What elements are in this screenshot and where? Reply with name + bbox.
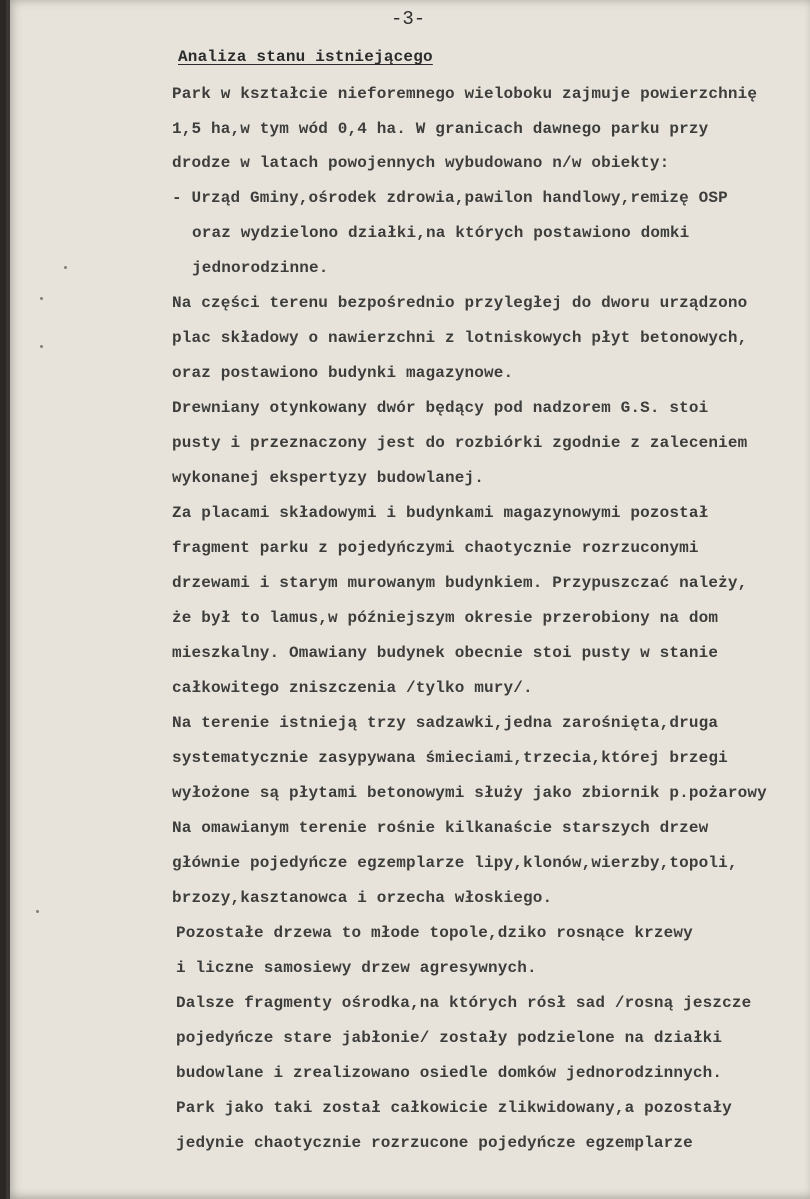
text-line: drzewami i starym murowanym budynkiem. Przypuszczać należy, (172, 574, 748, 592)
text-line: wykonanej ekspertyzy budowlanej. (172, 469, 485, 487)
text-line: Park jako taki został całkowicie zlikwidowany,a pozostały (176, 1099, 732, 1117)
page-edge-shadow (6, 0, 10, 1199)
text-line: brzozy,kasztanowca i orzecha włoskiego. (172, 889, 553, 907)
text-line: drodze w latach powojennych wybudowano n/w obiekty: (172, 154, 670, 172)
text-line: głównie pojedyńcze egzemplarze lipy,klonów,wierzby,topoli, (172, 854, 738, 872)
text-line: Na omawianym terenie rośnie kilkanaście starszych drzew (172, 819, 709, 837)
text-line: pusty i przeznaczony jest do rozbiórki zgodnie z zaleceniem (172, 434, 748, 452)
section-heading: Analiza stanu istniejącego (178, 48, 433, 66)
typewritten-page (6, 0, 810, 1199)
page-number: -3- (391, 8, 426, 30)
text-line: całkowitego zniszczenia /tylko mury/. (172, 679, 533, 697)
text-line: budowlane i zrealizowano osiedle domków jednorodzinnych. (176, 1064, 723, 1082)
text-line: - Urząd Gminy,ośrodek zdrowia,pawilon handlowy,remizę OSP (172, 189, 728, 207)
text-line: Park w kształcie nieforemnego wieloboku zajmuje powierzchnię (172, 85, 758, 103)
text-line: mieszkalny. Omawiany budynek obecnie stoi pusty w stanie (172, 644, 719, 662)
paper-speck (64, 266, 67, 269)
text-line: Na części terenu bezpośrednio przyległej do dworu urządzono (172, 294, 748, 312)
text-line: Pozostałe drzewa to młode topole,dziko rosnące krzewy (176, 924, 693, 942)
text-line: Drewniany otynkowany dwór będący pod nadzorem G.S. stoi (172, 399, 709, 417)
paper-speck (36, 910, 39, 913)
text-line: Na terenie istnieją trzy sadzawki,jedna zarośnięta,druga (172, 714, 719, 732)
paper-speck (40, 297, 43, 300)
text-line: i liczne samosiewy drzew agresywnych. (176, 959, 537, 977)
text-line: jednorodzinne. (192, 259, 329, 277)
text-line: wyłożone są płytami betonowymi służy jako zbiornik p.pożarowy (172, 784, 767, 802)
text-line: 1,5 ha,w tym wód 0,4 ha. W granicach dawnego parku przy (172, 120, 709, 138)
paper-speck (40, 345, 43, 348)
text-line: pojedyńcze stare jabłonie/ zostały podzielone na działki (176, 1029, 723, 1047)
text-line: jedynie chaotycznie rozrzucone pojedyńcze egzemplarze (176, 1134, 693, 1152)
text-line: Za placami składowymi i budynkami magazynowymi pozostał (172, 504, 709, 522)
text-line: fragment parku z pojedyńczymi chaotycznie rozrzuconymi (172, 539, 699, 557)
text-line: Dalsze fragmenty ośrodka,na których rósł sad /rosną jeszcze (176, 994, 752, 1012)
text-line: oraz wydzielono działki,na których postawiono domki (192, 224, 690, 242)
text-line: oraz postawiono budynki magazynowe. (172, 364, 514, 382)
text-line: plac składowy o nawierzchni z lotniskowych płyt betonowych, (172, 329, 748, 347)
text-line: systematycznie zasypywana śmieciami,trzecia,której brzegi (172, 749, 728, 767)
text-line: że był to lamus,w późniejszym okresie przerobiony na dom (172, 609, 719, 627)
